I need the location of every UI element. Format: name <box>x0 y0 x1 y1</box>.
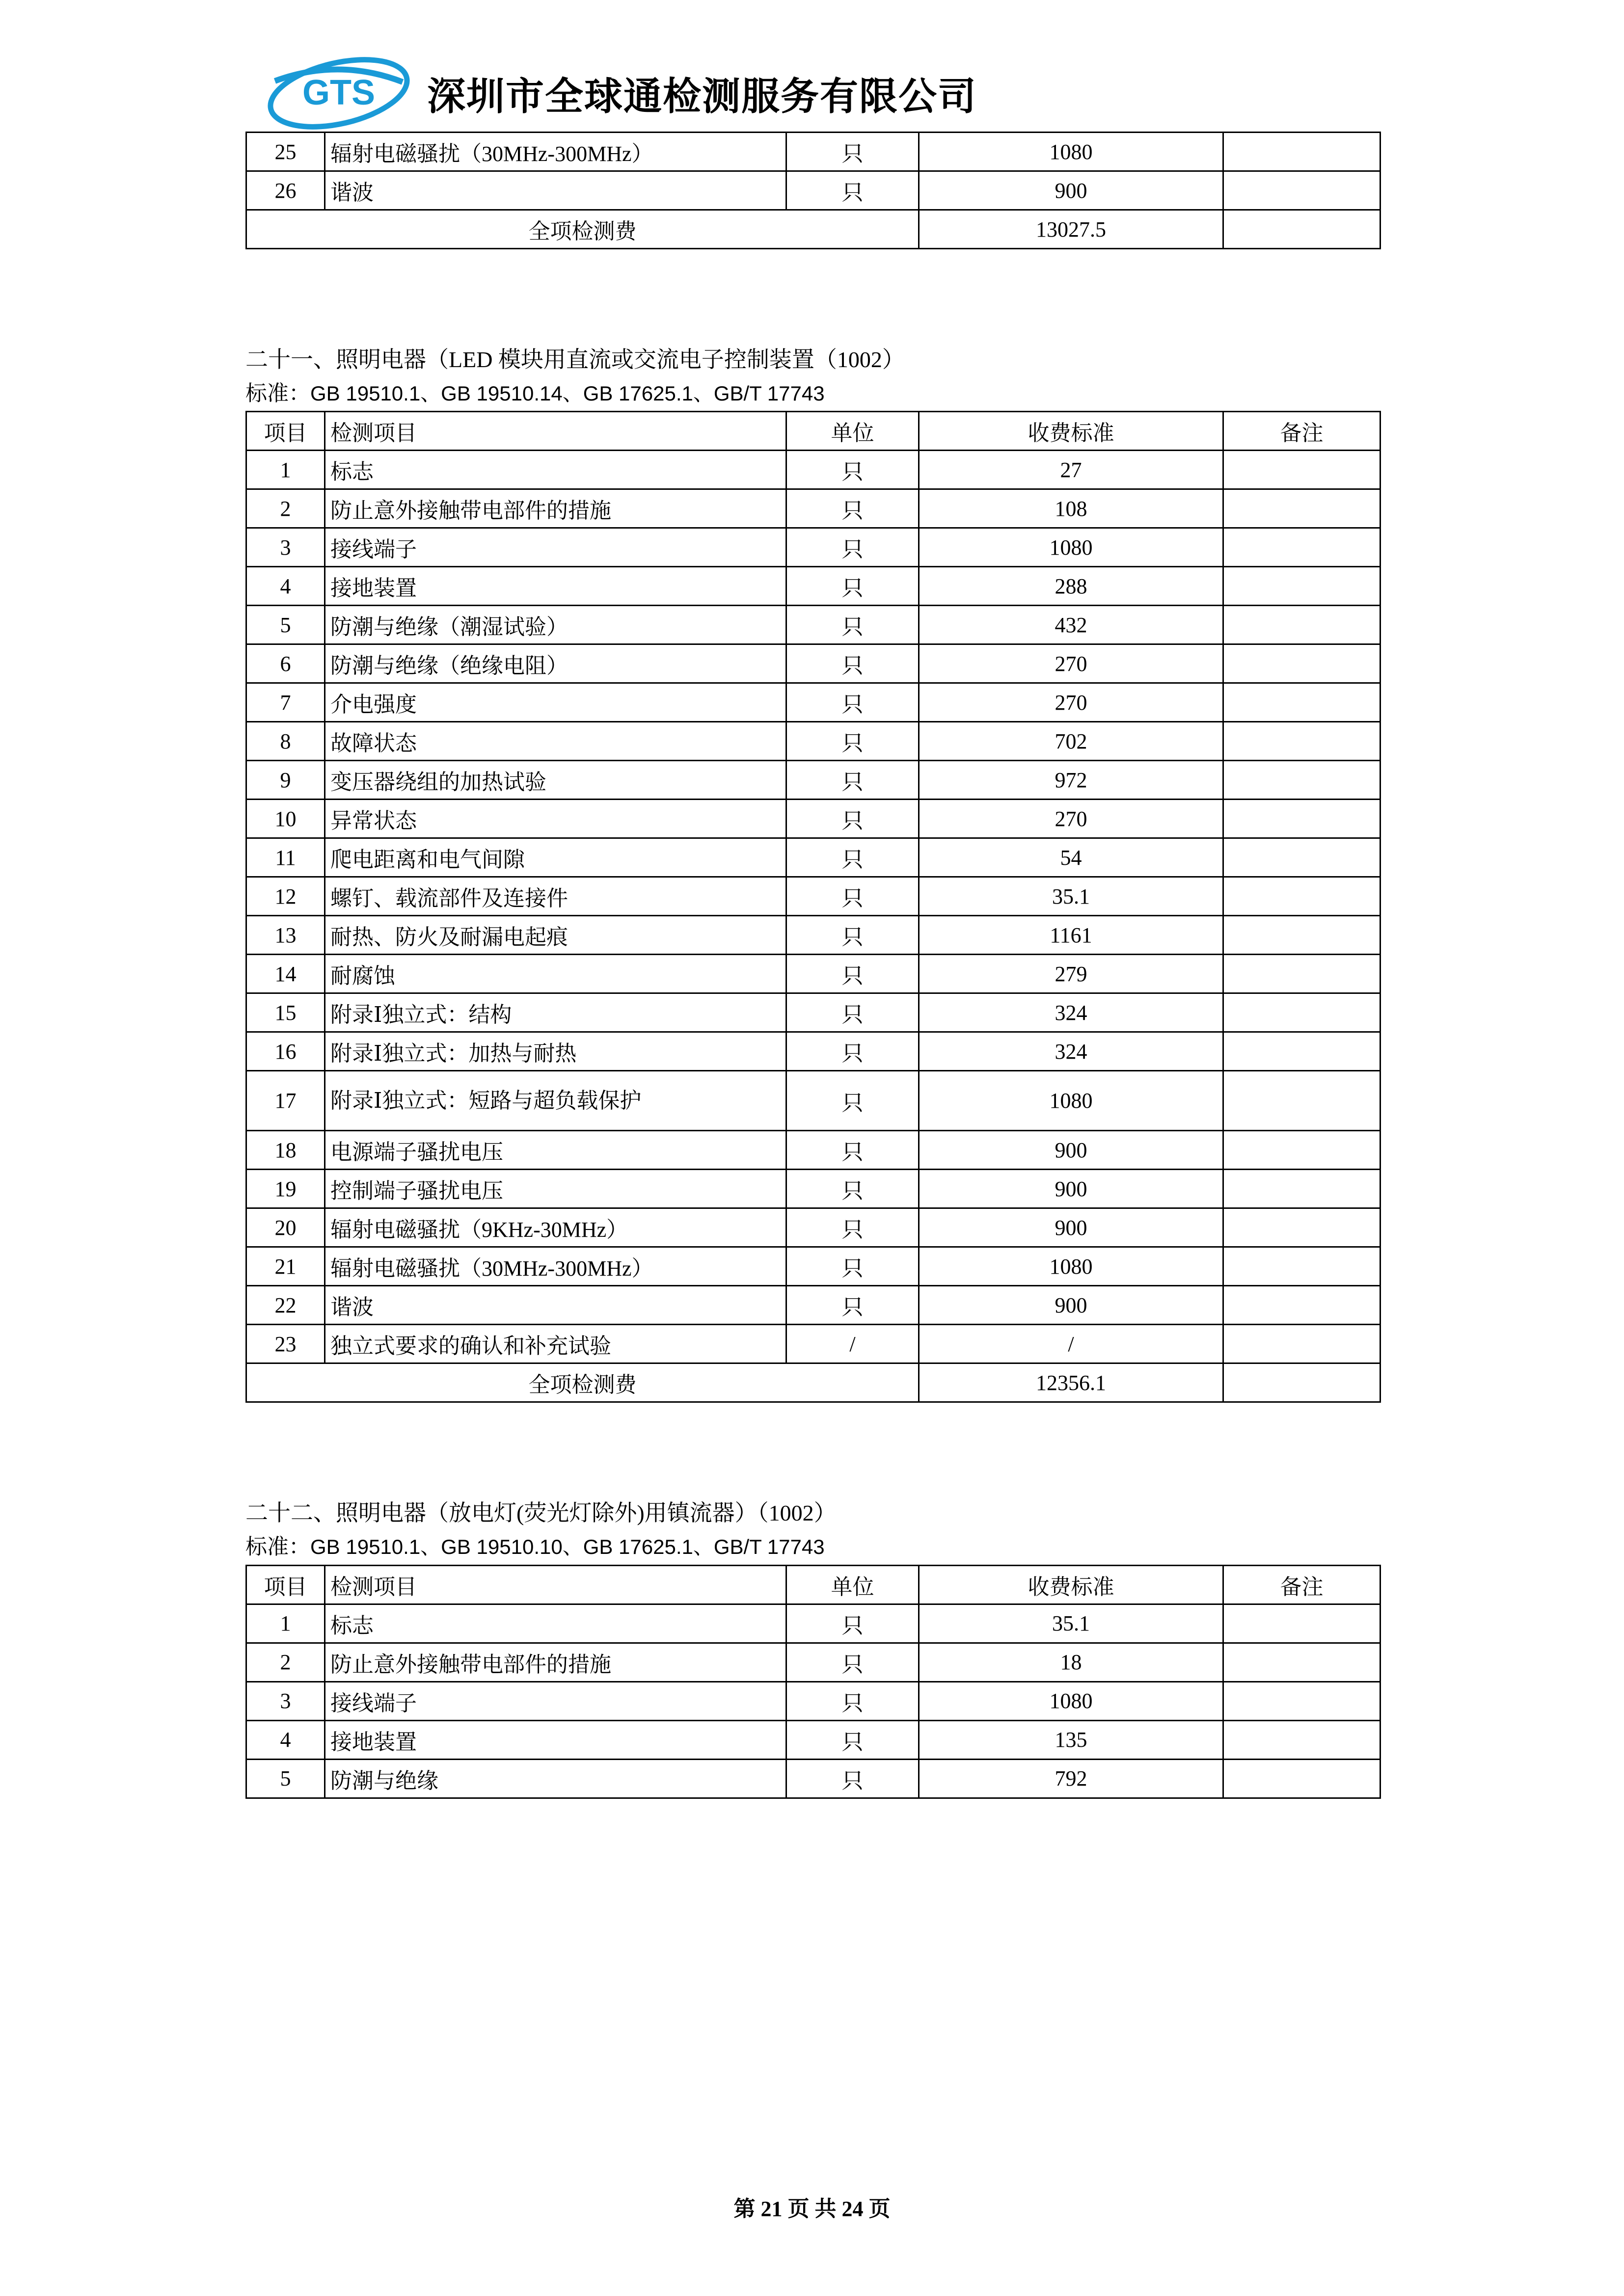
cell-note <box>1223 800 1380 838</box>
table-row <box>246 1286 1380 1325</box>
col-header-index: 项目 <box>246 1565 325 1604</box>
table-row <box>246 916 1380 955</box>
cell-note <box>1223 722 1380 761</box>
cell-item: 谐波 <box>325 171 786 210</box>
col-header-note: 备注 <box>1223 1565 1380 1604</box>
cell-item: 防止意外接触带电部件的措施 <box>325 1643 786 1682</box>
table-header-row <box>246 1565 1380 1604</box>
cell-index: 15 <box>246 993 325 1032</box>
cell-index: 16 <box>246 1032 325 1071</box>
cell-unit: 只 <box>786 1247 919 1286</box>
table-row <box>246 1604 1380 1643</box>
cell-index: 22 <box>246 1286 325 1325</box>
svg-text:GTS: GTS <box>302 73 376 112</box>
cell-fee: 972 <box>919 761 1223 800</box>
cell-unit: 只 <box>786 722 919 761</box>
cell-item: 辐射电磁骚扰（9KHz-30MHz） <box>325 1208 786 1247</box>
table-row <box>246 489 1380 528</box>
cell-note <box>1223 683 1380 722</box>
cell-note <box>1223 838 1380 877</box>
cell-item: 介电强度 <box>325 683 786 722</box>
table-row <box>246 528 1380 567</box>
col-header-unit: 单位 <box>786 1565 919 1604</box>
cell-index: 21 <box>246 1247 325 1286</box>
cell-index: 26 <box>246 171 325 210</box>
cell-unit: 只 <box>786 955 919 993</box>
cell-unit: 只 <box>786 1720 919 1759</box>
table-row <box>246 644 1380 683</box>
cell-index: 1 <box>246 1604 325 1643</box>
cell-unit: 只 <box>786 1759 919 1798</box>
cell-fee: 432 <box>919 606 1223 644</box>
table-row <box>246 1643 1380 1682</box>
cell-fee: 792 <box>919 1759 1223 1798</box>
cell-item: 接地装置 <box>325 1720 786 1759</box>
cell-unit: 只 <box>786 606 919 644</box>
cell-fee: 900 <box>919 1286 1223 1325</box>
cell-fee: / <box>919 1325 1223 1363</box>
cell-fee: 35.1 <box>919 877 1223 916</box>
cell-item: 辐射电磁骚扰（30MHz-300MHz） <box>325 133 786 171</box>
table-section-21 <box>245 411 1381 1403</box>
cell-fee: 1080 <box>919 528 1223 567</box>
table-row <box>246 606 1380 644</box>
cell-note <box>1223 1247 1380 1286</box>
cell-unit: 只 <box>786 528 919 567</box>
table-row <box>246 1325 1380 1363</box>
cell-item: 防潮与绝缘 <box>325 1759 786 1798</box>
cell-note <box>1223 606 1380 644</box>
cell-index: 18 <box>246 1131 325 1170</box>
table-section-22 <box>245 1565 1381 1799</box>
cell-unit: 只 <box>786 1208 919 1247</box>
cell-unit: 只 <box>786 1286 919 1325</box>
table-row <box>246 1032 1380 1071</box>
cell-index: 2 <box>246 1643 325 1682</box>
table-continued-body <box>246 133 1380 249</box>
cell-note <box>1223 644 1380 683</box>
cell-note <box>1223 1604 1380 1643</box>
cell-fee: 1080 <box>919 1682 1223 1720</box>
table-row <box>246 1759 1380 1798</box>
cell-note <box>1223 761 1380 800</box>
cell-unit: 只 <box>786 993 919 1032</box>
cell-item: 防止意外接触带电部件的措施 <box>325 489 786 528</box>
cell-note <box>1223 877 1380 916</box>
cell-index: 17 <box>246 1071 325 1131</box>
total-fee: 13027.5 <box>919 210 1223 249</box>
table-row <box>246 567 1380 606</box>
total-note <box>1223 210 1380 249</box>
cell-unit: 只 <box>786 1131 919 1170</box>
cell-note <box>1223 1286 1380 1325</box>
cell-index: 8 <box>246 722 325 761</box>
cell-fee: 270 <box>919 800 1223 838</box>
cell-item: 螺钉、载流部件及连接件 <box>325 877 786 916</box>
cell-item: 谐波 <box>325 1286 786 1325</box>
cell-unit: 只 <box>786 838 919 877</box>
cell-note <box>1223 1170 1380 1208</box>
page-number-text: 第 21 页 共 24 页 <box>733 2197 891 2221</box>
cell-note <box>1223 1325 1380 1363</box>
table-row <box>246 1131 1380 1170</box>
cell-index: 6 <box>246 644 325 683</box>
cell-note <box>1223 528 1380 567</box>
total-label: 全项检测费 <box>246 210 919 249</box>
cell-unit: 只 <box>786 133 919 171</box>
cell-unit: 只 <box>786 1604 919 1643</box>
table-section-21-body <box>246 412 1380 1402</box>
company-name: 深圳市全球通检测服务有限公司 <box>427 75 977 118</box>
cell-unit: 只 <box>786 800 919 838</box>
standard-label: 标准： <box>245 381 310 405</box>
cell-item: 防潮与绝缘（潮湿试验） <box>325 606 786 644</box>
cell-item: 标志 <box>325 1604 786 1643</box>
cell-unit: 只 <box>786 916 919 955</box>
cell-item: 耐腐蚀 <box>325 955 786 993</box>
cell-note <box>1223 1682 1380 1720</box>
table-row <box>246 761 1380 800</box>
cell-fee: 1161 <box>919 916 1223 955</box>
table-row <box>246 1720 1380 1759</box>
cell-item: 耐热、防火及耐漏电起痕 <box>325 916 786 955</box>
cell-index: 3 <box>246 528 325 567</box>
table-row <box>246 683 1380 722</box>
table-row <box>246 877 1380 916</box>
cell-fee: 900 <box>919 1208 1223 1247</box>
table-row <box>246 1170 1380 1208</box>
cell-index: 23 <box>246 1325 325 1363</box>
table-row <box>246 1071 1380 1131</box>
cell-unit: 只 <box>786 761 919 800</box>
cell-item: 异常状态 <box>325 800 786 838</box>
col-header-unit: 单位 <box>786 412 919 451</box>
cell-note <box>1223 993 1380 1032</box>
table-row <box>246 1682 1380 1720</box>
cell-unit: 只 <box>786 567 919 606</box>
cell-fee: 900 <box>919 1170 1223 1208</box>
table-row <box>246 955 1380 993</box>
cell-item: 防潮与绝缘（绝缘电阻） <box>325 644 786 683</box>
section-21-title: 二十一、照明电器（LED 模块用直流或交流电子控制装置（1002） <box>245 347 905 372</box>
cell-item: 接地装置 <box>325 567 786 606</box>
page-header <box>0 0 1624 118</box>
cell-fee: 900 <box>919 171 1223 210</box>
cell-index: 7 <box>246 683 325 722</box>
section-21-standard <box>245 376 1380 411</box>
cell-item: 附录Ⅰ独立式：短路与超负载保护 <box>325 1071 786 1131</box>
section-22-standard <box>245 1530 1380 1564</box>
cell-index: 14 <box>246 955 325 993</box>
cell-note <box>1223 567 1380 606</box>
cell-note <box>1223 133 1380 171</box>
cell-note <box>1223 489 1380 528</box>
cell-item: 故障状态 <box>325 722 786 761</box>
cell-unit: 只 <box>786 451 919 489</box>
cell-item: 独立式要求的确认和补充试验 <box>325 1325 786 1363</box>
col-header-index: 项目 <box>246 412 325 451</box>
cell-fee: 900 <box>919 1131 1223 1170</box>
cell-note <box>1223 1071 1380 1131</box>
col-header-fee: 收费标准 <box>919 412 1223 451</box>
table-section-22-body <box>246 1565 1380 1798</box>
col-header-note: 备注 <box>1223 412 1380 451</box>
cell-index: 3 <box>246 1682 325 1720</box>
cell-unit: 只 <box>786 877 919 916</box>
cell-item: 附录Ⅰ独立式：结构 <box>325 993 786 1032</box>
cell-item: 爬电距离和电气间隙 <box>325 838 786 877</box>
cell-fee: 135 <box>919 1720 1223 1759</box>
standard-value: GB 19510.1、GB 19510.10、GB 17625.1、GB/T 17743 <box>310 1535 825 1559</box>
cell-item: 控制端子骚扰电压 <box>325 1170 786 1208</box>
cell-item: 辐射电磁骚扰（30MHz-300MHz） <box>325 1247 786 1286</box>
cell-fee: 54 <box>919 838 1223 877</box>
col-header-fee: 收费标准 <box>919 1565 1223 1604</box>
table-total-row <box>246 1363 1380 1402</box>
cell-item: 接线端子 <box>325 1682 786 1720</box>
table-row <box>246 993 1380 1032</box>
cell-fee: 279 <box>919 955 1223 993</box>
cell-note <box>1223 451 1380 489</box>
cell-unit: 只 <box>786 683 919 722</box>
cell-unit: 只 <box>786 171 919 210</box>
spacer <box>0 249 1624 343</box>
table-row <box>246 451 1380 489</box>
gts-logo-icon <box>265 52 412 135</box>
cell-index: 9 <box>246 761 325 800</box>
cell-unit: 只 <box>786 1682 919 1720</box>
cell-unit: 只 <box>786 1071 919 1131</box>
cell-unit: 只 <box>786 1643 919 1682</box>
cell-unit: 只 <box>786 489 919 528</box>
cell-note <box>1223 1131 1380 1170</box>
table-row <box>246 722 1380 761</box>
cell-index: 13 <box>246 916 325 955</box>
cell-fee: 324 <box>919 993 1223 1032</box>
cell-index: 20 <box>246 1208 325 1247</box>
cell-index: 4 <box>246 1720 325 1759</box>
cell-note <box>1223 1720 1380 1759</box>
cell-index: 12 <box>246 877 325 916</box>
table-total-row <box>246 210 1380 249</box>
cell-item: 电源端子骚扰电压 <box>325 1131 786 1170</box>
cell-item: 接线端子 <box>325 528 786 567</box>
cell-item: 标志 <box>325 451 786 489</box>
cell-unit: 只 <box>786 1032 919 1071</box>
table-row <box>246 838 1380 877</box>
cell-index: 5 <box>246 1759 325 1798</box>
table-header-row <box>246 412 1380 451</box>
total-note <box>1223 1363 1380 1402</box>
cell-note <box>1223 916 1380 955</box>
cell-fee: 702 <box>919 722 1223 761</box>
section-22-title: 二十二、照明电器（放电灯(荧光灯除外)用镇流器）（1002） <box>245 1500 837 1526</box>
table-row <box>246 1208 1380 1247</box>
cell-item: 附录Ⅰ独立式：加热与耐热 <box>325 1032 786 1071</box>
cell-fee: 27 <box>919 451 1223 489</box>
cell-index: 19 <box>246 1170 325 1208</box>
cell-fee: 324 <box>919 1032 1223 1071</box>
cell-unit: / <box>786 1325 919 1363</box>
section-22-heading <box>245 1496 1380 1564</box>
cell-note <box>1223 1208 1380 1247</box>
col-header-item: 检测项目 <box>325 1565 786 1604</box>
cell-fee: 1080 <box>919 133 1223 171</box>
cell-fee: 1080 <box>919 1247 1223 1286</box>
total-fee: 12356.1 <box>919 1363 1223 1402</box>
cell-fee: 108 <box>919 489 1223 528</box>
cell-fee: 35.1 <box>919 1604 1223 1643</box>
section-21-heading <box>245 343 1380 411</box>
total-label: 全项检测费 <box>246 1363 919 1402</box>
cell-fee: 270 <box>919 644 1223 683</box>
cell-fee: 270 <box>919 683 1223 722</box>
cell-note <box>1223 1032 1380 1071</box>
cell-unit: 只 <box>786 644 919 683</box>
spacer <box>0 1403 1624 1496</box>
cell-fee: 1080 <box>919 1071 1223 1131</box>
cell-index: 2 <box>246 489 325 528</box>
table-row <box>246 800 1380 838</box>
cell-index: 25 <box>246 133 325 171</box>
table-row <box>246 1247 1380 1286</box>
cell-note <box>1223 1759 1380 1798</box>
cell-index: 1 <box>246 451 325 489</box>
table-continued <box>245 132 1381 249</box>
cell-index: 4 <box>246 567 325 606</box>
cell-fee: 18 <box>919 1643 1223 1682</box>
standard-value: GB 19510.1、GB 19510.14、GB 17625.1、GB/T 17743 <box>310 382 825 405</box>
cell-note <box>1223 171 1380 210</box>
page-footer <box>0 2191 1624 2222</box>
cell-item: 变压器绕组的加热试验 <box>325 761 786 800</box>
cell-index: 11 <box>246 838 325 877</box>
cell-unit: 只 <box>786 1170 919 1208</box>
standard-label: 标准： <box>245 1535 310 1559</box>
cell-note <box>1223 955 1380 993</box>
table-row <box>246 133 1380 171</box>
cell-fee: 288 <box>919 567 1223 606</box>
cell-index: 10 <box>246 800 325 838</box>
table-row <box>246 171 1380 210</box>
col-header-item: 检测项目 <box>325 412 786 451</box>
cell-index: 5 <box>246 606 325 644</box>
cell-note <box>1223 1643 1380 1682</box>
